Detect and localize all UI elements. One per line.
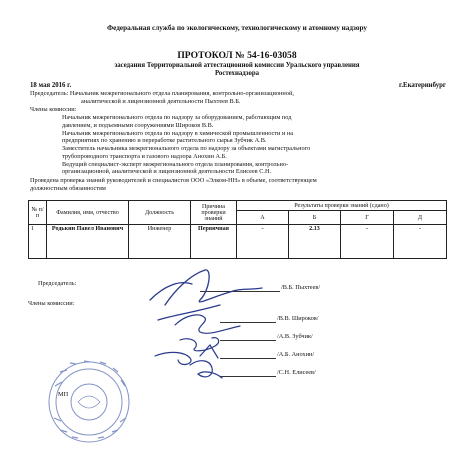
protocol-city: г.Екатеринбург [399, 82, 446, 89]
subtitle-line-1: заседания Территориальной аттестационной комиссии Уральского управления [114, 62, 360, 69]
cell-g: - [341, 225, 394, 259]
col-header-position: Должность [129, 201, 191, 225]
cell-reason: Первичная [191, 225, 237, 259]
cell-b: 2.13 [289, 225, 341, 259]
official-stamp [49, 361, 129, 442]
member-name-2: /А.В. Зубчик/ [277, 333, 313, 340]
subtitle-line-2: Ростехнадзора [214, 70, 260, 78]
col-header-num: № п/п [29, 201, 47, 225]
cell-d: - [394, 225, 447, 259]
members-heading: Члены комиссии: [30, 106, 77, 113]
verification-line-1: Проведена проверка знаний руководителей и специалистов ООО «Элком-НН» в объеме, соответствующем [30, 177, 317, 184]
agency-name: Федеральная служба по экологическому, технологическому и атомному надзору [107, 24, 367, 32]
stamp-label: МП [58, 391, 69, 398]
member-line-6: трубопроводного транспорта и газового надзора Анохин А.Б. [62, 152, 227, 160]
chair-sign-label: Председатель: [38, 280, 77, 287]
member-name-4: /С.Н. Елисеев/ [277, 369, 316, 376]
chair-signature [150, 270, 262, 320]
member-signatures [155, 315, 240, 378]
verification-line-2: должностным обязанностям [30, 184, 106, 192]
col-header-a: А [237, 211, 289, 225]
protocol-title: ПРОТОКОЛ № 54-16-03058 [177, 50, 297, 61]
member-line-1: Начальник межрегионального отдела по надзору за оборудованием, работающим под [62, 114, 292, 121]
member-line-7: Ведущий специалист-эксперт межрегионального отдела планирования, контрольно- [62, 160, 289, 168]
member-line-5: Заместитель начальника межрегионального отдела по надзору за объектами магистрального [62, 145, 311, 152]
cell-position: Инженер [129, 225, 191, 259]
member-line-4: предприятиях по хранению и переработке растительного сырья Зубчик А.В. [62, 137, 267, 144]
col-header-d: Д [394, 211, 447, 225]
col-header-results: Результаты проверки знаний (сдано) [237, 201, 447, 211]
chairman-line-1: Председатель: Начальник межрегионального отдела планирования, контрольно-организационной, [30, 90, 294, 97]
chairman-line-2: аналитической и лицензионной деятельности Пыхтеев В.Б. [81, 97, 241, 105]
chair-name: /В.Б. Пыхтеев/ [281, 284, 321, 291]
member-line-8: организационной, аналитической и лицензионной деятельности Елисеев С.Н. [62, 168, 272, 175]
member-name-3: /А.Б. Анохин/ [277, 351, 315, 358]
cell-a: - [237, 225, 289, 259]
members-sign-label: Члены комиссии: [28, 300, 75, 307]
col-header-name: Фамилия, имя, отчество [47, 201, 129, 225]
member-line-2: давлением, и подъемными сооружениями Широков В.В. [62, 121, 214, 129]
cell-num: 1 [29, 225, 47, 259]
cell-name: Родькин Павел Иванович [47, 225, 129, 259]
member-name-1: /В.В. Широков/ [277, 315, 319, 322]
protocol-date: 18 мая 2016 г. [30, 82, 72, 89]
col-header-reason: Причина проверки знаний [191, 201, 237, 225]
col-header-b: Б [289, 211, 341, 225]
member-line-3: Начальник межрегионального отдела по надзору в химической промышленности и на [62, 129, 294, 137]
col-header-g: Г [341, 211, 394, 225]
